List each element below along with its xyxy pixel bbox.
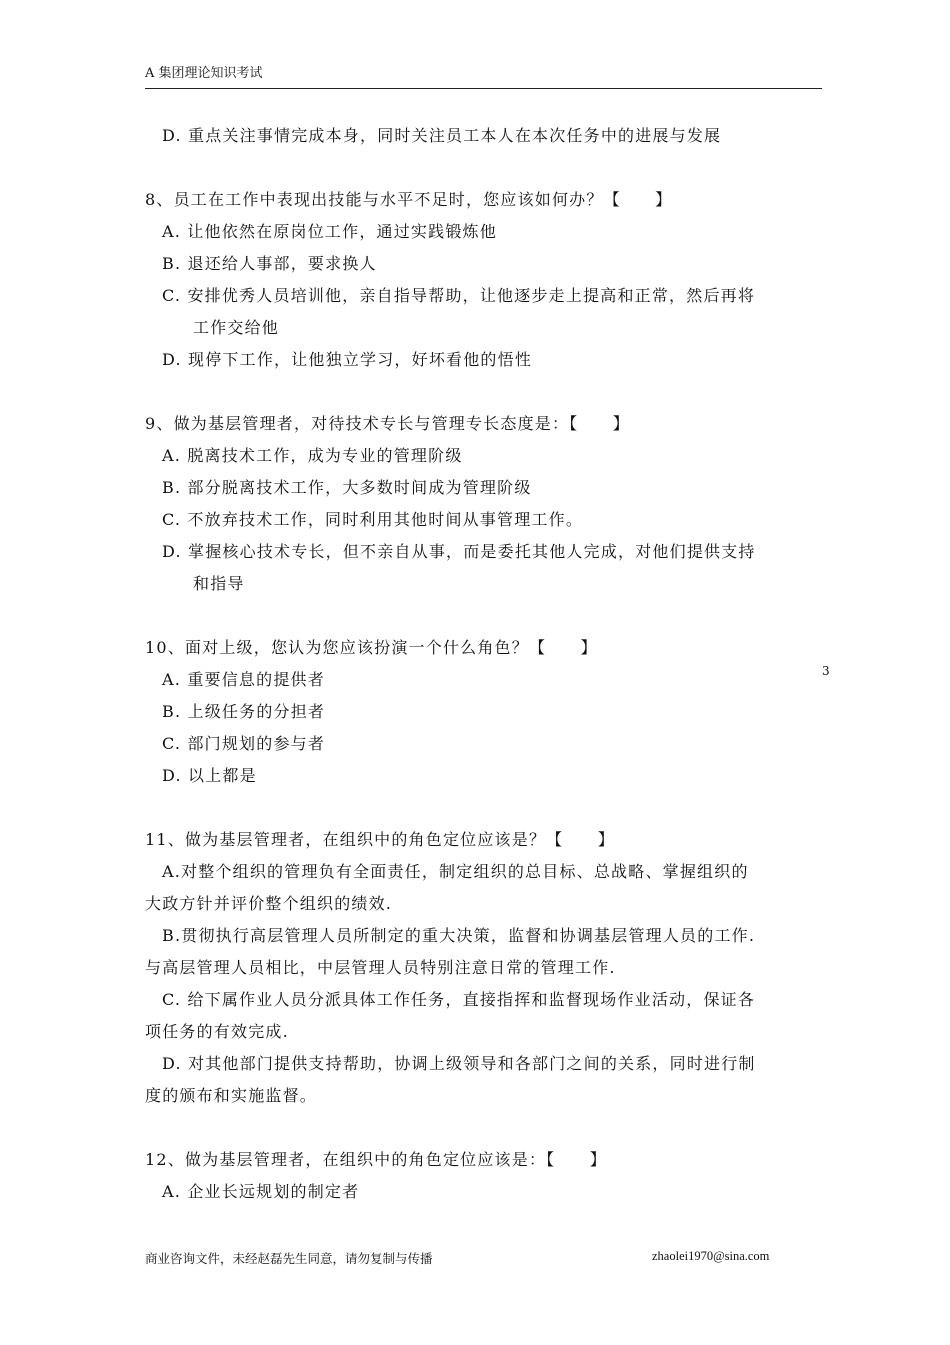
q9-option-d-cont: 和指导 bbox=[193, 574, 245, 593]
question-11: 11、做为基层管理者，在组织中的角色定位应该是？【 】 bbox=[145, 830, 615, 849]
footer-notice: 商业咨询文件，未经赵磊先生同意，请勿复制与传播 bbox=[145, 1251, 433, 1266]
q9-option-a: A. 脱离技术工作，成为专业的管理阶级 bbox=[162, 446, 463, 465]
q9-option-c: C. 不放弃技术工作，同时利用其他时间从事管理工作。 bbox=[162, 510, 584, 529]
q8-option-c: C. 安排优秀人员培训他，亲自指导帮助，让他逐步走上提高和正常，然后再将 bbox=[162, 286, 756, 305]
q11-option-d-cont: 度的颁布和实施监督。 bbox=[145, 1086, 318, 1105]
q11-option-c: C. 给下属作业人员分派具体工作任务，直接指挥和监督现场作业活动，保证各 bbox=[162, 990, 756, 1009]
q9-option-b: B. 部分脱离技术工作，大多数时间成为管理阶级 bbox=[162, 478, 532, 497]
q11-option-b-cont: 与高层管理人员相比，中层管理人员特别注意日常的管理工作. bbox=[145, 958, 616, 977]
q8-option-c-cont: 工作交给他 bbox=[193, 318, 280, 337]
q10-option-a: A. 重要信息的提供者 bbox=[162, 670, 325, 689]
q11-option-a-cont: 大政方针并评价整个组织的绩效. bbox=[145, 894, 393, 913]
q10-option-b: B. 上级任务的分担者 bbox=[162, 702, 326, 721]
q11-option-b: B.贯彻执行高层管理人员所制定的重大决策，监督和协调基层管理人员的工作. bbox=[162, 926, 756, 945]
q8-option-d: D. 现停下工作，让他独立学习，好坏看他的悟性 bbox=[162, 350, 533, 369]
q11-option-d: D. 对其他部门提供支持帮助，协调上级领导和各部门之间的关系，同时进行制 bbox=[162, 1054, 756, 1073]
header-rule bbox=[145, 88, 822, 89]
page-number: 3 bbox=[822, 664, 830, 678]
header-title: A 集团理论知识考试 bbox=[145, 66, 263, 81]
question-12: 12、做为基层管理者，在组织中的角色定位应该是：【 】 bbox=[145, 1150, 607, 1169]
question-9: 9、做为基层管理者，对待技术专长与管理专长态度是：【 】 bbox=[145, 414, 630, 433]
q12-option-a: A. 企业长远规划的制定者 bbox=[162, 1182, 360, 1201]
q8-option-b: B. 退还给人事部，要求换人 bbox=[162, 254, 377, 273]
footer-email: zhaolei1970@sina.com bbox=[652, 1249, 770, 1263]
q9-option-d: D. 掌握核心技术专长，但不亲自从事，而是委托其他人完成，对他们提供支持 bbox=[162, 542, 756, 561]
question-8: 8、员工在工作中表现出技能与水平不足时，您应该如何办？【 】 bbox=[145, 190, 673, 209]
question-10: 10、面对上级，您认为您应该扮演一个什么角色？【 】 bbox=[145, 638, 598, 657]
q8-option-a: A. 让他依然在原岗位工作，通过实践锻炼他 bbox=[162, 222, 497, 241]
q11-option-c-cont: 项任务的有效完成. bbox=[145, 1022, 289, 1041]
q10-option-d: D. 以上都是 bbox=[162, 766, 257, 785]
q11-option-a: A.对整个组织的管理负有全面责任，制定组织的总目标、总战略、掌握组织的 bbox=[162, 862, 749, 881]
q10-option-c: C. 部门规划的参与者 bbox=[162, 734, 326, 753]
q7-option-d: D. 重点关注事情完成本身，同时关注员工本人在本次任务中的进展与发展 bbox=[162, 126, 722, 145]
